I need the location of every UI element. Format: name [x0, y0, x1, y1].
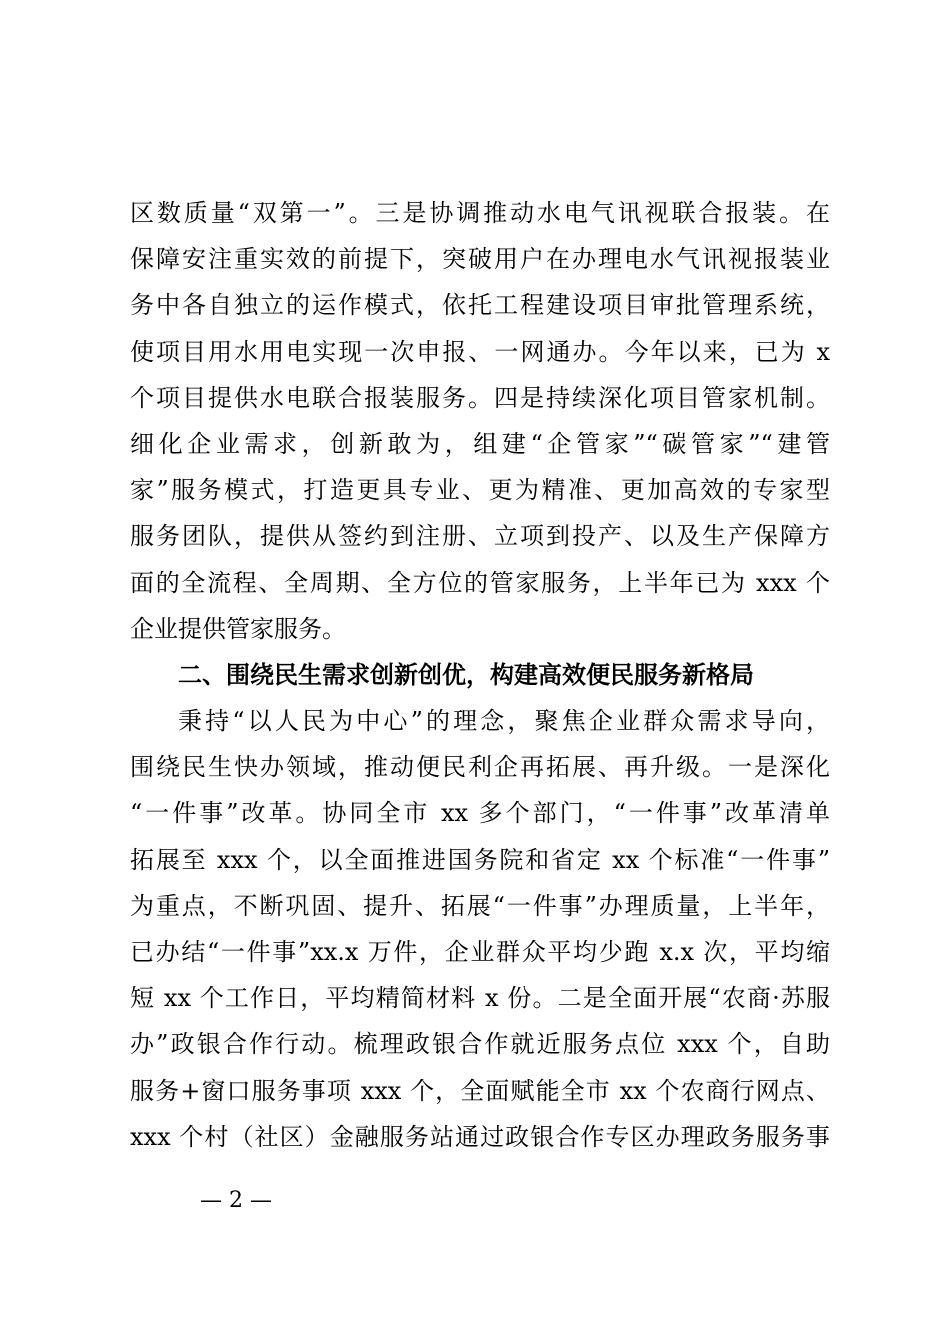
page-number: — 2 — — [200, 1188, 272, 1213]
paragraph-line: 办”政银合作行动。梳理政银合作就近服务点位 xxx 个，自助 — [130, 1030, 830, 1059]
paragraph-line: 面的全流程、全周期、全方位的管家服务，上半年已为 xxx 个 — [130, 568, 830, 597]
paragraph-line: 务中各自独立的运作模式，依托工程建设项目审批管理系统， — [130, 291, 830, 320]
paragraph-line: 服务团队，提供从签约到注册、立项到投产、以及生产保障方 — [130, 522, 830, 551]
paragraph-line: “一件事”改革。协同全市 xx 多个部门，“一件事”改革清单 — [130, 799, 830, 828]
paragraph-line: 企业提供管家服务。 — [130, 614, 346, 643]
paragraph-line: 家”服务模式，打造更具专业、更为精准、更加高效的专家型 — [130, 476, 830, 505]
paragraph-line: 围绕民生快办领域，推动便民利企再拓展、再升级。一是深化 — [130, 753, 830, 782]
paragraph-line: 秉持“以人民为中心”的理念，聚焦企业群众需求导向， — [178, 707, 830, 736]
paragraph-line: 短 xx 个工作日，平均精简材料 x 份。二是全面开展“农商·苏服 — [130, 984, 830, 1013]
paragraph-line: 服务+窗口服务事项 xxx 个，全面赋能全市 xx 个农商行网点、 — [130, 1076, 830, 1105]
paragraph-line: 细化企业需求，创新敢为，组建“企管家”“碳管家”“建管 — [130, 429, 830, 458]
paragraph-line: 区数质量“双第一”。三是协调推动水电气讯视联合报装。在 — [130, 199, 830, 227]
paragraph-line: 使项目用水用电实现一次申报、一网通办。今年以来，已为 x — [130, 337, 830, 366]
paragraph-line: 已办结“一件事”xx.x 万件，企业群众平均少跑 x.x 次，平均缩 — [130, 938, 830, 966]
paragraph-line: 为重点，不断巩固、提升、拓展“一件事”办理质量，上半年， — [130, 891, 830, 920]
paragraph-line: 个项目提供水电联合报装服务。四是持续深化项目管家机制。 — [130, 383, 830, 412]
body-text — [130, 190, 830, 1160]
paragraph-line: 保障安注重实效的前提下，突破用户在办理电水气讯视报装业 — [130, 245, 830, 274]
paragraph-line: 拓展至 xxx 个，以全面推进国务院和省定 xx 个标准“一件事” — [130, 845, 830, 874]
paragraph-line: xxx 个村（社区）金融服务站通过政银合作专区办理政务服务事 — [130, 1122, 830, 1151]
section-heading: 二、围绕民生需求创新创优，构建高效便民服务新格局 — [178, 660, 754, 689]
